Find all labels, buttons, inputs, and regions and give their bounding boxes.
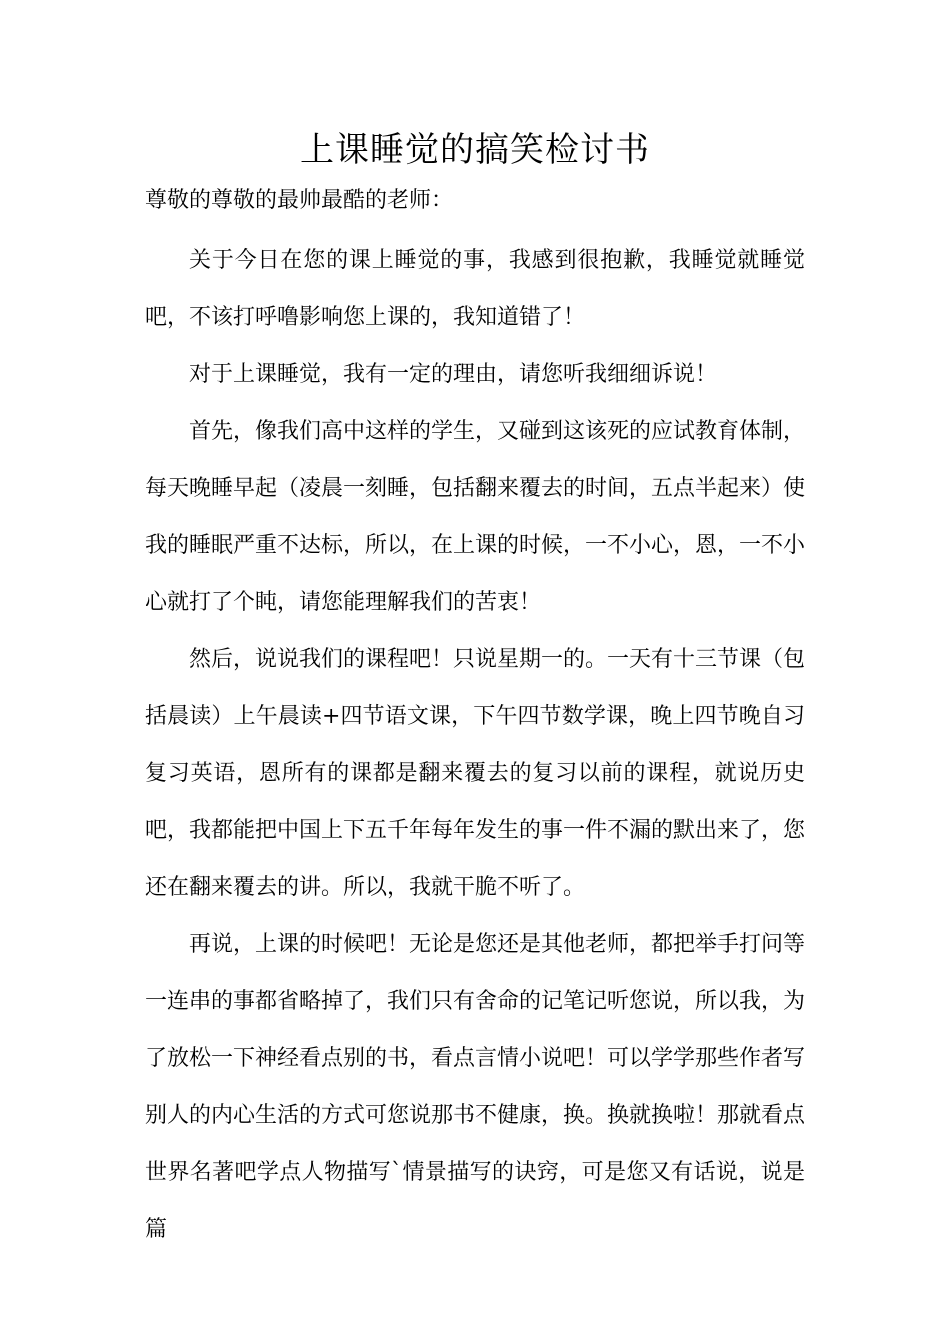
paragraph-reason-intro: 对于上课睡觉，我有一定的理由，请您听我细细诉说！	[189, 362, 718, 387]
salutation: 尊敬的尊敬的最帅最酷的老师：	[145, 188, 454, 213]
paragraph-class-time: 再说，上课的时候吧！无论是您还是其他老师，都把举手打问等一连串的事都省略掉了，我们只有舍命的记笔记听您说，所以我，为了放松一下神经看点别的书，看点言情小说吧！可以学学那些作者写别人的内心生活的方式可您说那书不健康，换。换就换啦！那就看点世界名著吧学点人物描写`情景描写的诀窍，可是您又有话说，说是篇	[145, 932, 806, 1242]
document-body	[145, 178, 805, 1258]
document-title: 上课睡觉的搞笑检讨书	[300, 130, 650, 170]
paragraph-course-schedule: 然后，说说我们的课程吧！只说星期一的。一天有十三节课（包括晨读）上午晨读+四节语文课，下午四节数学课，晚上四节晚自习复习英语，恩所有的课都是翻来覆去的复习以前的课程，就说历史吧，我都能把中国上下五千年每年发生的事一件不漏的默出来了，您还在翻来覆去的讲。所以，我就干脆不听了。	[145, 647, 806, 900]
paragraph-first-reason: 首先，像我们高中这样的学生，又碰到这该死的应试教育体制，每天晚睡早起（凌晨一刻睡，包括翻来覆去的时间，五点半起来）使我的睡眠严重不达标，所以，在上课的时候，一不小心，恩，一不小心就打了个盹，请您能理解我们的苦衷！	[145, 419, 806, 615]
paragraph-apology: 关于今日在您的课上睡觉的事，我感到很抱歉，我睡觉就睡觉吧，不该打呼噜影响您上课的，我知道错了！	[145, 248, 805, 330]
